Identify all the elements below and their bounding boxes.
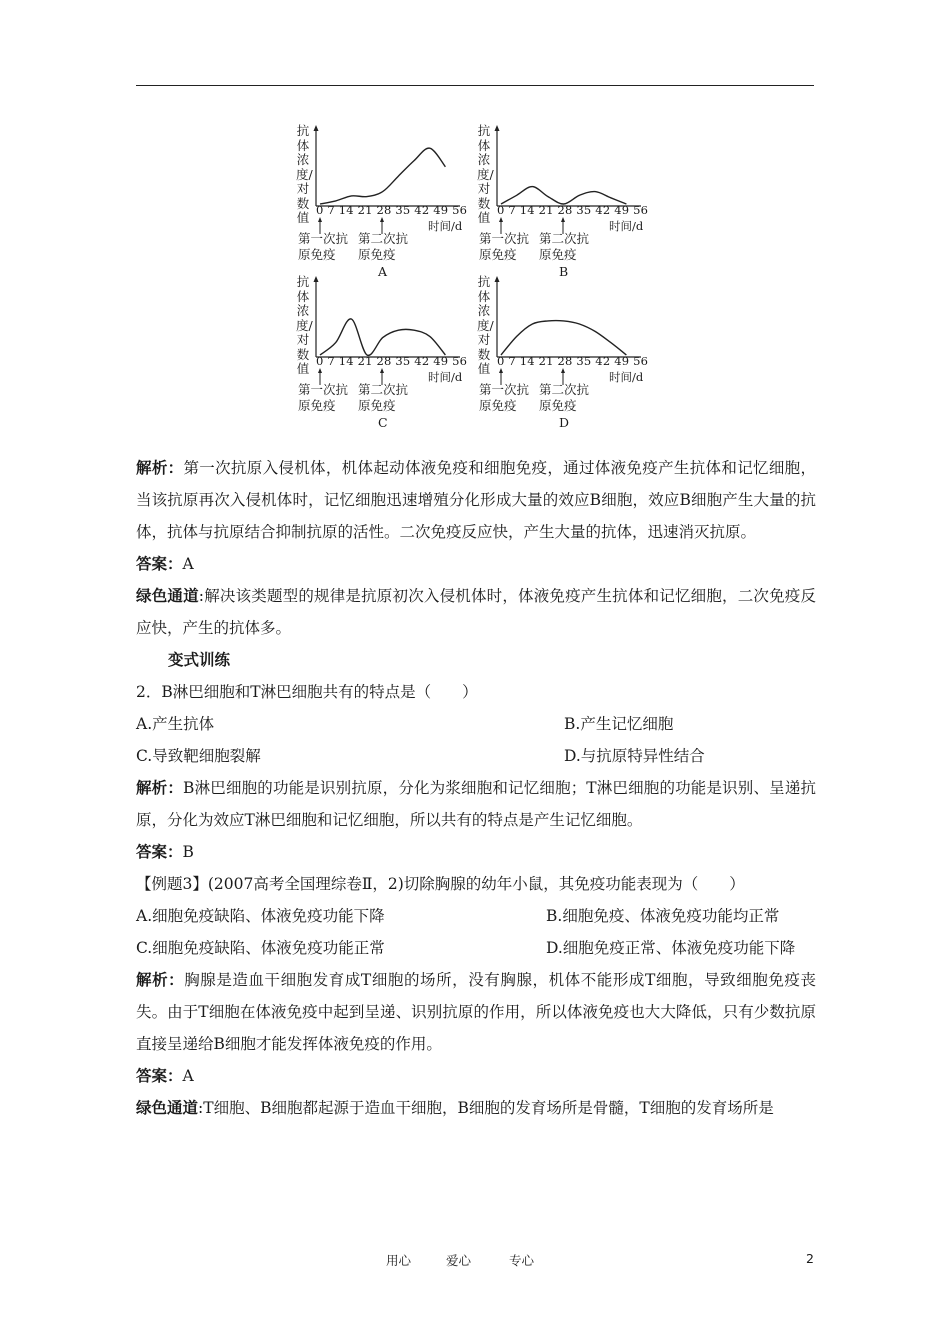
analysis-3: 解析：胸腺是造血干细胞发育成T细胞的场所，没有胸腺，机体不能形成T细胞，导致细胞免疫丧失。由于T细胞在体液免疫中起到呈递、识别抗原的作用，所以体液免疫也大大降低，只有少数抗原直接呈递给B细胞才能发挥体液免疫的作用。 bbox=[136, 970, 816, 1053]
question-2-options-row-1 bbox=[136, 708, 816, 740]
answer-label: 答案： bbox=[136, 554, 183, 573]
answer-3: 答案：A bbox=[136, 1066, 194, 1085]
analysis-label: 解析： bbox=[136, 458, 184, 477]
curve bbox=[320, 319, 445, 356]
second-immunization-note: 第二次抗 原免疫 bbox=[358, 231, 409, 262]
x-axis-label: 时间/d bbox=[609, 219, 644, 233]
option-d: D.与抗原特异性结合 bbox=[564, 747, 705, 765]
answer-1: 答案：A bbox=[136, 554, 194, 573]
analysis-2: 解析：B淋巴细胞的功能是识别抗原，分化为浆细胞和记忆细胞；T淋巴细胞的功能是识别、呈递抗原，分化为效应T淋巴细胞和记忆细胞，所以共有的特点是产生记忆细胞。 bbox=[136, 778, 816, 829]
x-tick-labels: 0 7 14 21 28 35 42 49 56 bbox=[316, 354, 468, 368]
green-channel-label: 绿色通道 bbox=[136, 1098, 199, 1117]
green-channel-2: 绿色通道:T细胞、B细胞都起源于造血干细胞，B细胞的发育场所是骨髓，T细胞的发育场所是 bbox=[136, 1098, 774, 1117]
question-3-options-row-1 bbox=[136, 900, 816, 932]
question-2: 2．B淋巴细胞和T淋巴细胞共有的特点是（ ） bbox=[136, 683, 478, 701]
option-c: C.细胞免疫缺陷、体液免疫功能正常 bbox=[136, 939, 385, 957]
option-b: B.细胞免疫、体液免疫功能均正常 bbox=[546, 907, 780, 925]
chart-d bbox=[477, 275, 657, 435]
curve bbox=[501, 321, 626, 355]
option-a: A.产生抗体 bbox=[136, 715, 215, 733]
option-a: A.细胞免疫缺陷、体液免疫功能下降 bbox=[136, 907, 385, 925]
footer-motto-3: 专心 bbox=[509, 1253, 535, 1268]
y-axis-label: 抗体浓度/对数值 bbox=[477, 274, 494, 376]
question-2-options-row-2 bbox=[136, 740, 816, 772]
option-c: C.导致靶细胞裂解 bbox=[136, 747, 261, 765]
chart-b bbox=[477, 124, 657, 284]
analysis-label: 解析： bbox=[136, 778, 184, 797]
green-channel-1: 绿色通道:解决该类题型的规律是抗原初次入侵机体时，体液免疫产生抗体和记忆细胞，二次免疫反应快，产生的抗体多。 bbox=[136, 586, 816, 637]
y-axis-arrow bbox=[314, 276, 319, 282]
option-d: D.细胞免疫正常、体液免疫功能下降 bbox=[546, 939, 796, 957]
x-tick-labels: 0 7 14 21 28 35 42 49 56 bbox=[497, 354, 649, 368]
figure-label: D bbox=[559, 415, 570, 430]
analysis-label: 解析： bbox=[136, 970, 185, 989]
second-immunization-note: 第二次抗 原免疫 bbox=[358, 382, 409, 413]
x-tick-labels: 0 7 14 21 28 35 42 49 56 bbox=[316, 203, 468, 217]
answer-label: 答案： bbox=[136, 1066, 183, 1085]
x-axis-label: 时间/d bbox=[428, 219, 463, 233]
green-channel-label: 绿色通道 bbox=[136, 586, 199, 605]
first-immunization-note: 第一次抗 原免疫 bbox=[298, 231, 349, 262]
header-rule bbox=[136, 85, 814, 86]
answer-2: 答案：B bbox=[136, 842, 194, 861]
second-immunization-note: 第二次抗 原免疫 bbox=[539, 382, 590, 413]
chart-a bbox=[296, 124, 476, 284]
example-3: 【例题3】(2007高考全国理综卷Ⅱ，2)切除胸腺的幼年小鼠，其免疫功能表现为（ ） bbox=[136, 875, 745, 893]
answer-label: 答案： bbox=[136, 842, 183, 861]
first-immunization-note: 第一次抗 原免疫 bbox=[479, 231, 530, 262]
figure-label: C bbox=[378, 415, 388, 430]
chart-c bbox=[296, 275, 476, 435]
second-immunization-note: 第二次抗 原免疫 bbox=[539, 231, 590, 262]
figure-label: B bbox=[559, 264, 569, 279]
y-axis-arrow bbox=[314, 125, 319, 131]
section-title: 变式训练 bbox=[168, 650, 231, 669]
body-text bbox=[136, 452, 816, 1124]
footer-motto-1: 用心 bbox=[386, 1253, 412, 1268]
footer-motto-2: 爱心 bbox=[446, 1253, 472, 1268]
x-axis-label: 时间/d bbox=[609, 370, 644, 384]
y-axis-label: 抗体浓度/对数值 bbox=[296, 123, 313, 225]
analysis-1: 解析：第一次抗原入侵机体，机体起动体液免疫和细胞免疫，通过体液免疫产生抗体和记忆细胞，当该抗原再次入侵机体时，记忆细胞迅速增殖分化形成大量的效应B细胞，效应B细胞产生大量的抗体，抗体与抗原结合抑制抗原的活性。二次免疫反应快，产生大量的抗体，迅速消灭抗原。 bbox=[136, 458, 816, 541]
curve bbox=[320, 148, 445, 204]
x-tick-labels: 0 7 14 21 28 35 42 49 56 bbox=[497, 203, 649, 217]
curve bbox=[501, 187, 626, 204]
page-number: 2 bbox=[806, 1251, 814, 1266]
x-axis-label: 时间/d bbox=[428, 370, 463, 384]
y-axis-arrow bbox=[495, 276, 500, 282]
first-immunization-note: 第一次抗 原免疫 bbox=[298, 382, 349, 413]
figure-label: A bbox=[378, 264, 388, 279]
question-3-options-row-2 bbox=[136, 932, 816, 964]
y-axis-label: 抗体浓度/对数值 bbox=[296, 274, 313, 376]
y-axis-label: 抗体浓度/对数值 bbox=[477, 123, 494, 225]
option-b: B.产生记忆细胞 bbox=[564, 715, 674, 733]
first-immunization-note: 第一次抗 原免疫 bbox=[479, 382, 530, 413]
y-axis-arrow bbox=[495, 125, 500, 131]
